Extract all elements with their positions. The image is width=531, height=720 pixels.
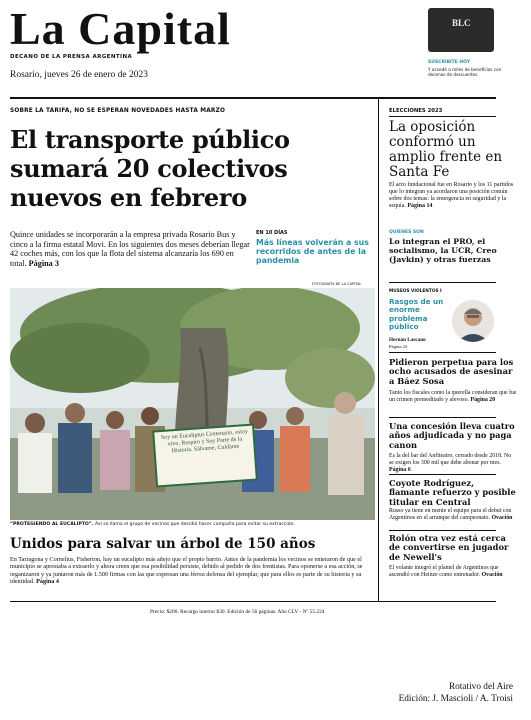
concession-body: Es la del bar del Anfiteatro, cerrado desde 2018. No se exigen los 300 mil que debe abonar por mes. [389,453,512,466]
promo-text: Y accedé a miles de beneficios con decenas de descuentos [428,67,502,77]
baez-sosa-text [389,390,517,404]
eucalyptus-photo [10,288,375,520]
baez-sosa-headline[interactable]: Pidieron perpetua para los ocho acusados de asesinar a Báez Sosa [389,357,514,386]
opposition-page: Página 14 [407,203,433,209]
side-story-headline[interactable]: Más líneas volverán a sus recorridos de antes de la pandemia [256,238,369,265]
side-story-kicker: EN 10 DÍAS [256,230,288,236]
concession-headline[interactable]: Una concesión lleva cuatro años adjudicada y no paga canon [389,421,515,450]
photo-caption-bold: “PROTEGIENDO AL EUCALIPTO”. [10,522,94,527]
masthead-title: La Capital [10,3,231,54]
main-story-kicker: SOBRE LA TARIFA, NO SE ESPERAN NOVEDADES HASTA MARZO [10,108,226,114]
photo-caption [10,522,375,527]
tree-headline[interactable]: Unidos para salvar un árbol de 150 años [10,536,316,552]
baez-sosa-body: Tanto los fiscales como la querella consideran que fue un crimen premeditado y alevoso. [389,390,517,403]
concession-text [389,453,517,473]
opposition-headline[interactable]: La oposición conformó un amplio frente en Santa Fe [389,119,503,180]
who-kicker: QUIÉNES SON [389,230,424,235]
photo-caption-text: Así se llama el grupo de vecinos que decidió hacer campaña para evitar su extracción. [93,522,295,527]
rule [389,352,496,353]
opposition-body: El acto fundacional fue en Rosario y los 11 partidos que lo integran ya acordaron una posición común sobre dos temas: la emergencia en seguridad y la sequía. [389,182,514,209]
coyote-headline[interactable]: Coyote Rodríguez, flamante refuerzo y posible titular en Central [389,478,516,507]
rule [389,417,496,418]
rolon-headline[interactable]: Rolón otra vez está cerca de convertirse en jugador de Newell's [389,533,509,562]
column-divider [378,99,379,601]
rule [389,474,496,475]
club-card-logo: BLC [452,18,471,28]
photo-illustration [10,288,375,520]
concession-page: Página 6 [389,466,411,473]
club-card-image [428,8,494,52]
coyote-body: Russo ya tiene en mente el equipo para el debut con Argentinos en el arranque del campeonato. [389,508,512,521]
tree-story-body [10,556,375,585]
main-headline[interactable]: El transporte público sumará 20 colectivos nuevos en febrero [10,125,290,212]
baez-sosa-page: Página 20 [470,396,496,403]
rolon-page: Ovación [481,571,503,578]
rule [389,116,496,117]
opposition-text [389,182,519,210]
credit-program: Rotativo del Aire [448,682,513,692]
photo-credit: FOTOGRAFÍA DE LA CAPITAL [312,282,362,286]
coyote-page: Ovación [491,514,513,521]
main-lead-page: Página 3 [28,258,59,268]
rule [389,530,496,531]
author-portrait [452,300,494,342]
dateline: Rosario, jueves 26 de enero de 2023 [10,70,148,80]
column-headline[interactable]: Rasgos de un enorme problema público [389,297,444,331]
rule [389,282,496,283]
column-author: Hernán Lascano [389,337,426,343]
elections-kicker: ELECCIONES 2023 [389,108,443,114]
tree-story-page: Página 4 [36,577,59,585]
who-headline[interactable]: Lo integran el PRO, el socialismo, la UCR, Creo (Javkin) y otras fuerzas [389,237,497,265]
main-lead [10,230,250,268]
rolon-text [389,565,517,579]
footer-price: Precio: $200. Recargo interior $30. Edición de 56 páginas. Año CLV - Nº 55.224 [150,609,325,615]
tree-story-text: En Tarragona y Cornelius, Fisherton, hay un eucalipto más añejo que el propio barrio. Antes de la pandemia los vecinos se enteraron de que el municipio se aprestaba a extraerlo y ahora creen que esa posibilidad persiste, debido al pedido de dos frentistas. Para oponerse a esa acción, se organizaron y ya juntaron más de 1.500 firmas con las que expresan una férrea defensa del ejemplar, que para ellos es parte de su historia y su identidad. [10,556,363,585]
main-lead-text: Quince unidades se incorporarán a la empresa privada Rosario Bus y cinco a la firma estatal Movi. En los siguientes dos meses deberían llegar 42 coches más, con los que la flota del sistema alcanzaría los 690 en total. [10,230,250,268]
masthead-rule [10,97,496,99]
author-avatar [452,300,494,342]
footer-rule [10,601,496,602]
column-kicker: MUSEOS VIOLENTOS I [389,289,442,294]
coyote-text [389,508,517,522]
rolon-body: El volante integró el plantel de Argentinos que ascendió con Heinze como entrenador. [389,565,499,578]
credit-edition: Edición: J. Mascioli / A. Troisi [398,694,513,704]
protest-sign-text: Soy un Eucaliptus Centenario, estoy vivo, Respiro y Soy Parte de la Historia. Sálvame, Cuídame [160,428,249,455]
column-page: Página 23 [389,344,408,349]
masthead-tagline: DECANO DE LA PRENSA ARGENTINA [10,54,133,60]
promo-title: SUSCRIBITE HOY [428,60,471,65]
